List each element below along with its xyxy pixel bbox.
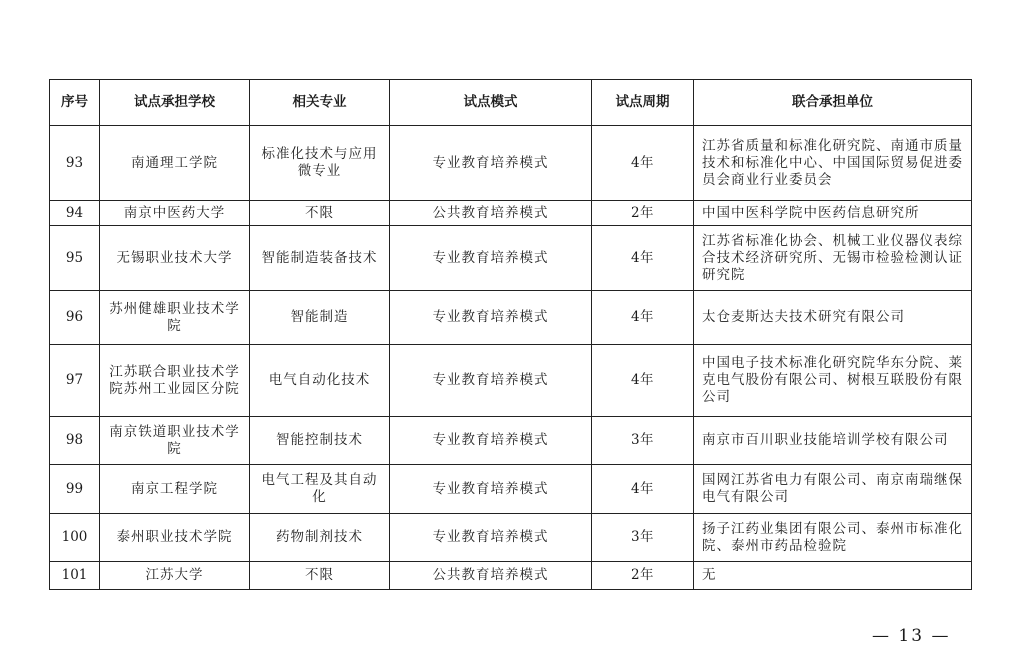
header-school: 试点承担学校 xyxy=(100,80,250,126)
cell-school: 无锡职业技术大学 xyxy=(100,226,250,291)
cell-major: 智能控制技术 xyxy=(250,417,390,465)
cell-no: 99 xyxy=(50,465,100,514)
cell-units: 江苏省标准化协会、机械工业仪器仪表综合技术经济研究所、无锡市检验检测认证研究院 xyxy=(694,226,972,291)
table-row xyxy=(50,345,972,417)
cell-period: 2年 xyxy=(592,201,694,226)
cell-school: 江苏大学 xyxy=(100,562,250,590)
cell-school: 南京工程学院 xyxy=(100,465,250,514)
cell-period: 3年 xyxy=(592,514,694,562)
cell-major: 标准化技术与应用微专业 xyxy=(250,126,390,201)
cell-mode: 专业教育培养模式 xyxy=(390,226,592,291)
cell-period: 4年 xyxy=(592,345,694,417)
table-row xyxy=(50,226,972,291)
cell-units: 南京市百川职业技能培训学校有限公司 xyxy=(694,417,972,465)
cell-no: 100 xyxy=(50,514,100,562)
cell-mode: 专业教育培养模式 xyxy=(390,126,592,201)
cell-units: 中国电子技术标准化研究院华东分院、莱克电气股份有限公司、树根互联股份有限公司 xyxy=(694,345,972,417)
cell-school: 南京中医药大学 xyxy=(100,201,250,226)
table-row xyxy=(50,417,972,465)
header-no: 序号 xyxy=(50,80,100,126)
cell-major: 电气自动化技术 xyxy=(250,345,390,417)
cell-units: 江苏省质量和标准化研究院、南通市质量技术和标准化中心、中国国际贸易促进委员会商业行业委员会 xyxy=(694,126,972,201)
cell-mode: 公共教育培养模式 xyxy=(390,562,592,590)
cell-no: 97 xyxy=(50,345,100,417)
cell-major: 药物制剂技术 xyxy=(250,514,390,562)
cell-mode: 公共教育培养模式 xyxy=(390,201,592,226)
table-row xyxy=(50,562,972,590)
cell-no: 96 xyxy=(50,291,100,345)
table-row xyxy=(50,514,972,562)
cell-period: 4年 xyxy=(592,465,694,514)
table-header-row xyxy=(50,80,972,126)
cell-units: 无 xyxy=(694,562,972,590)
cell-school: 南京铁道职业技术学院 xyxy=(100,417,250,465)
table-row xyxy=(50,465,972,514)
header-major: 相关专业 xyxy=(250,80,390,126)
pilot-table xyxy=(49,79,972,590)
cell-mode: 专业教育培养模式 xyxy=(390,514,592,562)
cell-mode: 专业教育培养模式 xyxy=(390,345,592,417)
cell-units: 太仓麦斯达夫技术研究有限公司 xyxy=(694,291,972,345)
cell-no: 94 xyxy=(50,201,100,226)
cell-no: 93 xyxy=(50,126,100,201)
table-row xyxy=(50,126,972,201)
cell-no: 95 xyxy=(50,226,100,291)
cell-mode: 专业教育培养模式 xyxy=(390,417,592,465)
cell-school: 南通理工学院 xyxy=(100,126,250,201)
cell-major: 不限 xyxy=(250,201,390,226)
cell-major: 智能制造 xyxy=(250,291,390,345)
table-row xyxy=(50,201,972,226)
cell-school: 泰州职业技术学院 xyxy=(100,514,250,562)
cell-period: 4年 xyxy=(592,226,694,291)
cell-school: 江苏联合职业技术学院苏州工业园区分院 xyxy=(100,345,250,417)
cell-units: 国网江苏省电力有限公司、南京南瑞继保电气有限公司 xyxy=(694,465,972,514)
cell-major: 电气工程及其自动化 xyxy=(250,465,390,514)
header-period: 试点周期 xyxy=(592,80,694,126)
cell-units: 扬子江药业集团有限公司、泰州市标准化院、泰州市药品检验院 xyxy=(694,514,972,562)
cell-period: 4年 xyxy=(592,126,694,201)
cell-major: 不限 xyxy=(250,562,390,590)
cell-no: 98 xyxy=(50,417,100,465)
header-units: 联合承担单位 xyxy=(694,80,972,126)
cell-major: 智能制造装备技术 xyxy=(250,226,390,291)
cell-period: 4年 xyxy=(592,291,694,345)
table-row xyxy=(50,291,972,345)
page-number: — 13 — xyxy=(872,626,951,646)
cell-units: 中国中医科学院中医药信息研究所 xyxy=(694,201,972,226)
cell-no: 101 xyxy=(50,562,100,590)
header-mode: 试点模式 xyxy=(390,80,592,126)
cell-period: 2年 xyxy=(592,562,694,590)
cell-mode: 专业教育培养模式 xyxy=(390,465,592,514)
cell-period: 3年 xyxy=(592,417,694,465)
cell-school: 苏州健雄职业技术学院 xyxy=(100,291,250,345)
cell-mode: 专业教育培养模式 xyxy=(390,291,592,345)
